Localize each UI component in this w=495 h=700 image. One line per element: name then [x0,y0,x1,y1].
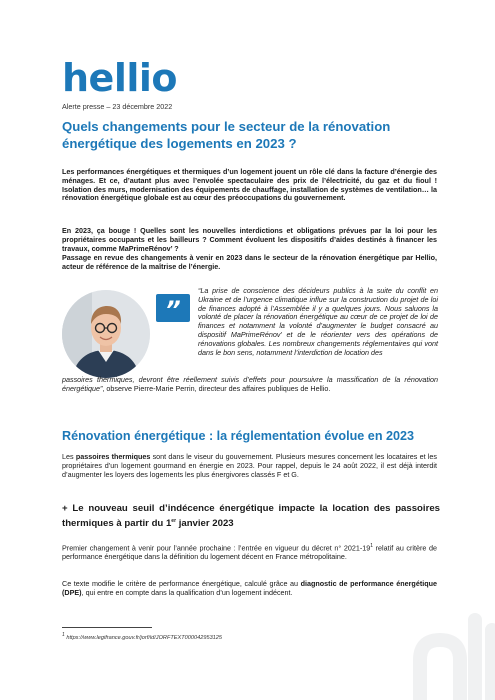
intro-paragraph-3: Passage en revue des changements à venir en 2023 dans le secteur de la rénovation énergétique par Hellio, acteur de référence de la maîtrise de l’énergie. [62,253,437,271]
decorative-logo-pattern [400,600,495,700]
text-run: , qui entre en compte dans la qualification d’un logement indécent. [81,587,293,597]
hellio-logo: hellio [62,56,178,100]
portrait-photo [62,290,150,378]
text-run: sont dans le viseur du gouvernement. Plusieurs mesures concernent les locataires et les propriétaires d’un logement gourmand en énergie en 2023. Pour rappel, depuis le 24 août 2022, il est déjà interdit d’augmenter les loyers des logements les plus énergivores classés F et G. [62,452,437,479]
quote-text: “La prise de conscience des décideurs publics à la suite du conflit en Ukraine et de l’urgence climatique influe sur la construction du projet de loi de finances adopté à l’Assemblée il y a quelques jours. Nous saluons la volonté de placer la rénovation énergétique au cœur de ce projet de loi de finances et notamment la volonté d’augmenter le budget consacré au dispositif MaPrimeRénov’ et de le réorienter vers des opérations de rénovations globales. Les nombreux changements réglementaires qui vont dans le bon sens, notamment l’interdiction de location des [198,286,438,357]
quote-attribution: , observe Pierre-Marie Perrin, directeur des affaires publiques de Hellio. [102,383,331,393]
text-run: Premier changement à venir pour l’année prochaine : l’entrée en vigueur du décret n° 2021-19 [62,543,371,553]
intro-paragraph-1: Les performances énergétiques et thermiques d’un logement jouent un rôle clé dans la facture d’énergie des ménages. Et ce, d’autant plus avec l’envolée spectaculaire des prix de l’électricité, du gaz et du fioul ! Isolation des murs, modernisation des équipements de chauffage, installation de systèmes de ventilation… la rénovation énergétique globale est au cœur des préoccupations du gouvernement. [62,167,437,203]
footnote-divider [62,627,152,628]
footnote-link[interactable]: https://www.legifrance.gouv.fr/jorf/id/JORFTEXT000042953125 [66,634,223,641]
intro-paragraph-2: En 2023, ça bouge ! Quelles sont les nouvelles interdictions et obligations prévues par la loi pour les propriétaires occupants et les bailleurs ? Comment évoluent les dispositifs d’aides destinés à financer les travaux, comme MaPrimeRénov’ ? [62,226,437,253]
footnote [62,632,222,641]
subsection-title [62,503,440,530]
dpe-term: diagnostic de performance énergétique (DPE) [62,579,437,597]
passoires-thermiques-term: passoires thermiques [75,452,151,461]
quote-text-end: passoires thermiques, devront être réellement suivis d’effets pour poursuivre la massification de la rénovation énergétique” [62,375,438,393]
text-run: Les [62,452,76,461]
section-paragraph-2 [62,542,437,562]
section-paragraph-1 [62,453,437,479]
text-run: relatif au critère de performance énergétique dans la définition du logement décent en France métropolitaine. [62,543,437,562]
text-run: + Le nouveau seuil d’indécence énergétique impacte la location des passoires thermiques à partir du 1 [62,503,440,530]
portrait-person-icon [62,290,150,378]
press-alert-date: Alerte presse – 23 décembre 2022 [62,102,173,111]
text-run: janvier 2023 [176,518,234,530]
section-paragraph-3 [62,580,437,598]
quote-mark-icon: ” [156,294,190,322]
superscript: er [171,518,177,524]
footnote-ref[interactable]: 1 [370,543,374,549]
footnote-number: 1 [62,632,65,638]
headline: Quels changements pour le secteur de la rénovation énergétique des logements en 2023 ? [62,119,391,151]
section-title: Rénovation énergétique : la réglementation évolue en 2023 [62,429,415,443]
text-run: Ce texte modifie le critère de performance énergétique, calculé grâce au [62,579,301,588]
quote-continuation [62,376,438,394]
